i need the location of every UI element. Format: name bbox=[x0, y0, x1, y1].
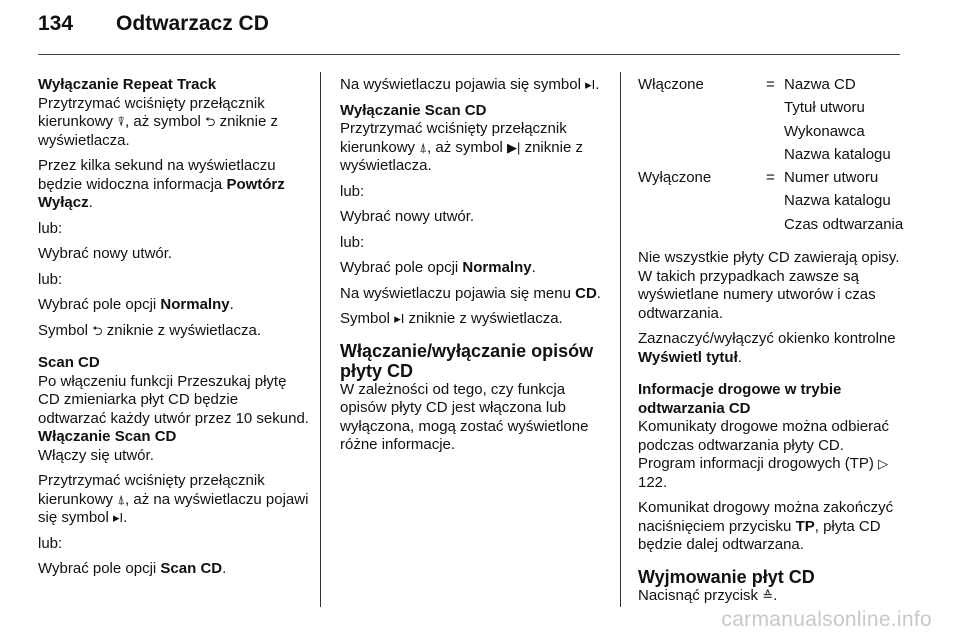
on-label: Włączone bbox=[638, 76, 704, 93]
column-divider-1 bbox=[320, 72, 321, 607]
column-1 bbox=[38, 76, 310, 586]
heading-scan-off: Wyłączanie Scan CD bbox=[340, 101, 487, 119]
heading-eject: Wyjmowanie płyt CD bbox=[638, 566, 815, 587]
table-row: Włączone = Nazwa CD bbox=[638, 76, 903, 99]
off-label: Wyłączone bbox=[638, 169, 712, 187]
play-pause-icon: ▶| bbox=[507, 139, 521, 155]
paragraph: Przytrzymać wciśnięty przełącznik kierunkowy ⍒, aż symbol ⮌ zniknie z wyświetlacza. bbox=[38, 94, 278, 149]
scan-icon: ▸I bbox=[585, 77, 596, 92]
paragraph: Nacisnąć przycisk ≙. bbox=[638, 586, 778, 604]
column-divider-2 bbox=[620, 72, 621, 607]
paragraph: lub: bbox=[340, 233, 365, 251]
repeat-icon: ⮌ bbox=[205, 114, 216, 129]
table-row: Wykonawca bbox=[784, 122, 865, 140]
paragraph: Symbol ▸I zniknie z wyświetlacza. bbox=[340, 310, 563, 327]
paragraph: lub: bbox=[340, 182, 365, 200]
paragraph: W zależności od tego, czy funkcja opisów płyty CD jest włączona lub wyłączona, mogą zostać wyświetlone różne informacje. bbox=[340, 380, 589, 453]
joystick-up-icon: ⍋ bbox=[117, 491, 126, 507]
column-2 bbox=[340, 76, 608, 462]
paragraph: Włączy się utwór. bbox=[38, 446, 154, 464]
heading-traffic: Informacje drogowe w trybie odtwarzania CD bbox=[638, 381, 842, 417]
paragraph: Zaznaczyć/wyłączyć okienko kontrolne Wyświetl tytuł. bbox=[638, 330, 896, 366]
paragraph: Komunikat drogowy można zakończyć naciśnięciem przycisku TP, płyta CD będzie dalej odtwarzana. bbox=[638, 499, 894, 554]
watermark: carmanualsonline.info bbox=[721, 608, 932, 631]
heading-desc: Włączanie/wyłączanie opisów płyty CD bbox=[340, 340, 594, 381]
joystick-up-icon: ⍋ bbox=[419, 139, 428, 155]
paragraph: Komunikaty drogowe można odbierać podczas odtwarzania płyty CD. Program informacji drogowych (TP) ▷ 122. bbox=[638, 418, 889, 491]
paragraph: Wybrać nowy utwór. bbox=[38, 245, 173, 262]
paragraph: Po włączeniu funkcji Przeszukaj płytę CD zmieniarka płyt CD będzie odtwarzać każdy utwór przez 10 sekund. bbox=[38, 372, 309, 427]
paragraph: Przytrzymać wciśnięty przełącznik kierunkowy ⍋, aż symbol ▶| zniknie z wyświetlacza. bbox=[340, 120, 583, 174]
table-row: Nazwa katalogu bbox=[784, 192, 891, 210]
heading-scan: Scan CD bbox=[38, 354, 100, 371]
scan-icon: ▸I bbox=[394, 311, 405, 326]
column-3 bbox=[638, 76, 904, 612]
eject-icon: ≙ bbox=[762, 587, 774, 603]
page-number: 134 bbox=[38, 12, 74, 35]
table-row: Czas odtwarzania bbox=[784, 215, 904, 233]
paragraph: lub: bbox=[38, 270, 63, 288]
joystick-down-icon: ⍒ bbox=[117, 114, 126, 129]
table-row: Wyłączone = Numer utworu bbox=[638, 169, 903, 192]
paragraph: Wybrać pole opcji Normalny. bbox=[38, 296, 234, 313]
page-reference-icon: ▷ bbox=[878, 456, 889, 472]
paragraph: Symbol ⮌ zniknie z wyświetlacza. bbox=[38, 321, 261, 339]
page-title: Odtwarzacz CD bbox=[116, 12, 269, 35]
paragraph: Wybrać nowy utwór. bbox=[340, 208, 475, 225]
heading-scan-on: Włączanie Scan CD bbox=[38, 428, 177, 445]
paragraph: Nie wszystkie płyty CD zawierają opisy. W takich przypadkach zawsze są wyświetlane numery utworów i czas odtwarzania. bbox=[638, 249, 900, 322]
header-divider bbox=[38, 54, 900, 55]
paragraph: Wybrać pole opcji Normalny. bbox=[340, 259, 536, 276]
table-row: Tytuł utworu bbox=[784, 99, 865, 117]
paragraph: Na wyświetlaczu pojawia się symbol ▸I. bbox=[340, 76, 600, 93]
paragraph: Przytrzymać wciśnięty przełącznik kierunkowy ⍋, aż na wyświetlaczu pojawi się symbol ▸I. bbox=[38, 472, 309, 526]
paragraph: lub: bbox=[38, 219, 63, 237]
paragraph: Na wyświetlaczu pojawia się menu CD. bbox=[340, 284, 601, 302]
heading-repeat-off: Wyłączanie Repeat Track bbox=[38, 76, 217, 93]
scan-icon: ▸I bbox=[113, 510, 124, 525]
paragraph: lub: bbox=[38, 534, 63, 552]
paragraph: Przez kilka sekund na wyświetlaczu będzie widoczna informacja Powtórz Wyłącz. bbox=[38, 157, 285, 211]
description-table bbox=[638, 76, 903, 239]
paragraph: Wybrać pole opcji Scan CD. bbox=[38, 560, 227, 577]
repeat-icon: ⮌ bbox=[92, 322, 103, 338]
table-row: Nazwa katalogu bbox=[784, 145, 891, 163]
